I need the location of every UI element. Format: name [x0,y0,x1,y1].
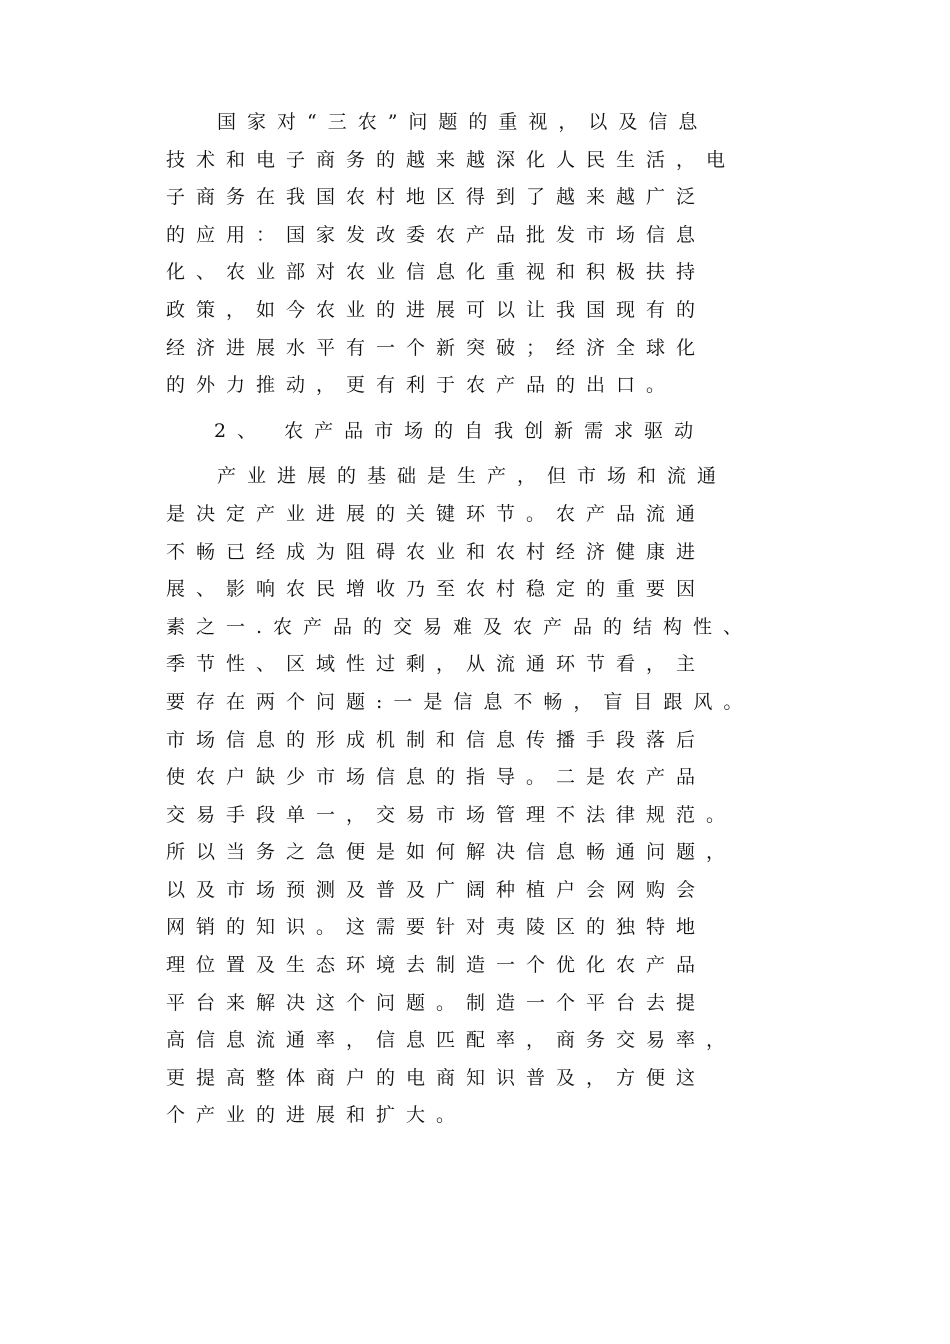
text-line: 要存在两个问题:一是信息不畅，盲目跟风。 [166,690,754,713]
text-line: 国家对“三农”问题的重视，以及信息 [217,111,709,133]
text-line: 化、农业部对农业信息化重视和积极扶持 [166,261,707,284]
text-line: 以及市场预测及普及广阔种植户会网购会 [166,878,707,901]
section-heading: 2、 农产品市场的自我创新需求驱动 [214,419,705,442]
text-line: 个产业的进展和扩大。 [166,1104,467,1127]
text-line: 不畅已经成为阻碍农业和农村经济健康进 [166,540,707,563]
paragraph-1 [166,104,806,405]
document-body [166,104,806,1135]
text-line: 交易手段单一，交易市场管理不法律规范。 [166,803,737,826]
text-line: 所以当务之急便是如何解决信息畅通问题， [166,841,737,864]
text-line: 产业进展的基础是生产，但市场和流通 [217,465,728,488]
text-line: 的应用：国家发改委农产品批发市场信息 [166,223,707,246]
text-line: 经济进展水平有一个新突破；经济全球化 [166,336,707,359]
text-line: 素之一.农产品的交易难及农产品的结构性、 [166,615,754,638]
text-line: 理位置及生态环境去制造一个优化农产品 [166,954,707,977]
paragraph-2 [166,458,806,1135]
text-line: 使农户缺少市场信息的指导。二是农产品 [166,766,707,789]
text-line: 技术和电子商务的越来越深化人民生活，电 [166,148,737,171]
text-line: 季节性、区域性过剩，从流通环节看，主 [166,653,707,676]
text-line: 更提高整体商户的电商知识普及，方便这 [166,1066,707,1089]
text-line: 平台来解决这个问题。制造一个平台去提 [166,991,707,1014]
text-line: 政策，如今农业的进展可以让我国现有的 [166,298,707,321]
text-line: 的外力推动，更有利于农产品的出口。 [166,374,677,397]
text-line: 子商务在我国农村地区得到了越来越广泛 [166,186,707,209]
text-line: 网销的知识。这需要针对夷陵区的独特地 [166,916,707,939]
text-line: 高信息流通率，信息匹配率，商务交易率， [166,1029,737,1052]
text-line: 展、影响农民增收乃至农村稳定的重要因 [166,578,707,601]
text-line: 市场信息的形成机制和信息传播手段落后 [166,728,707,751]
text-line: 是决定产业进展的关键环节。农产品流通 [166,502,707,525]
